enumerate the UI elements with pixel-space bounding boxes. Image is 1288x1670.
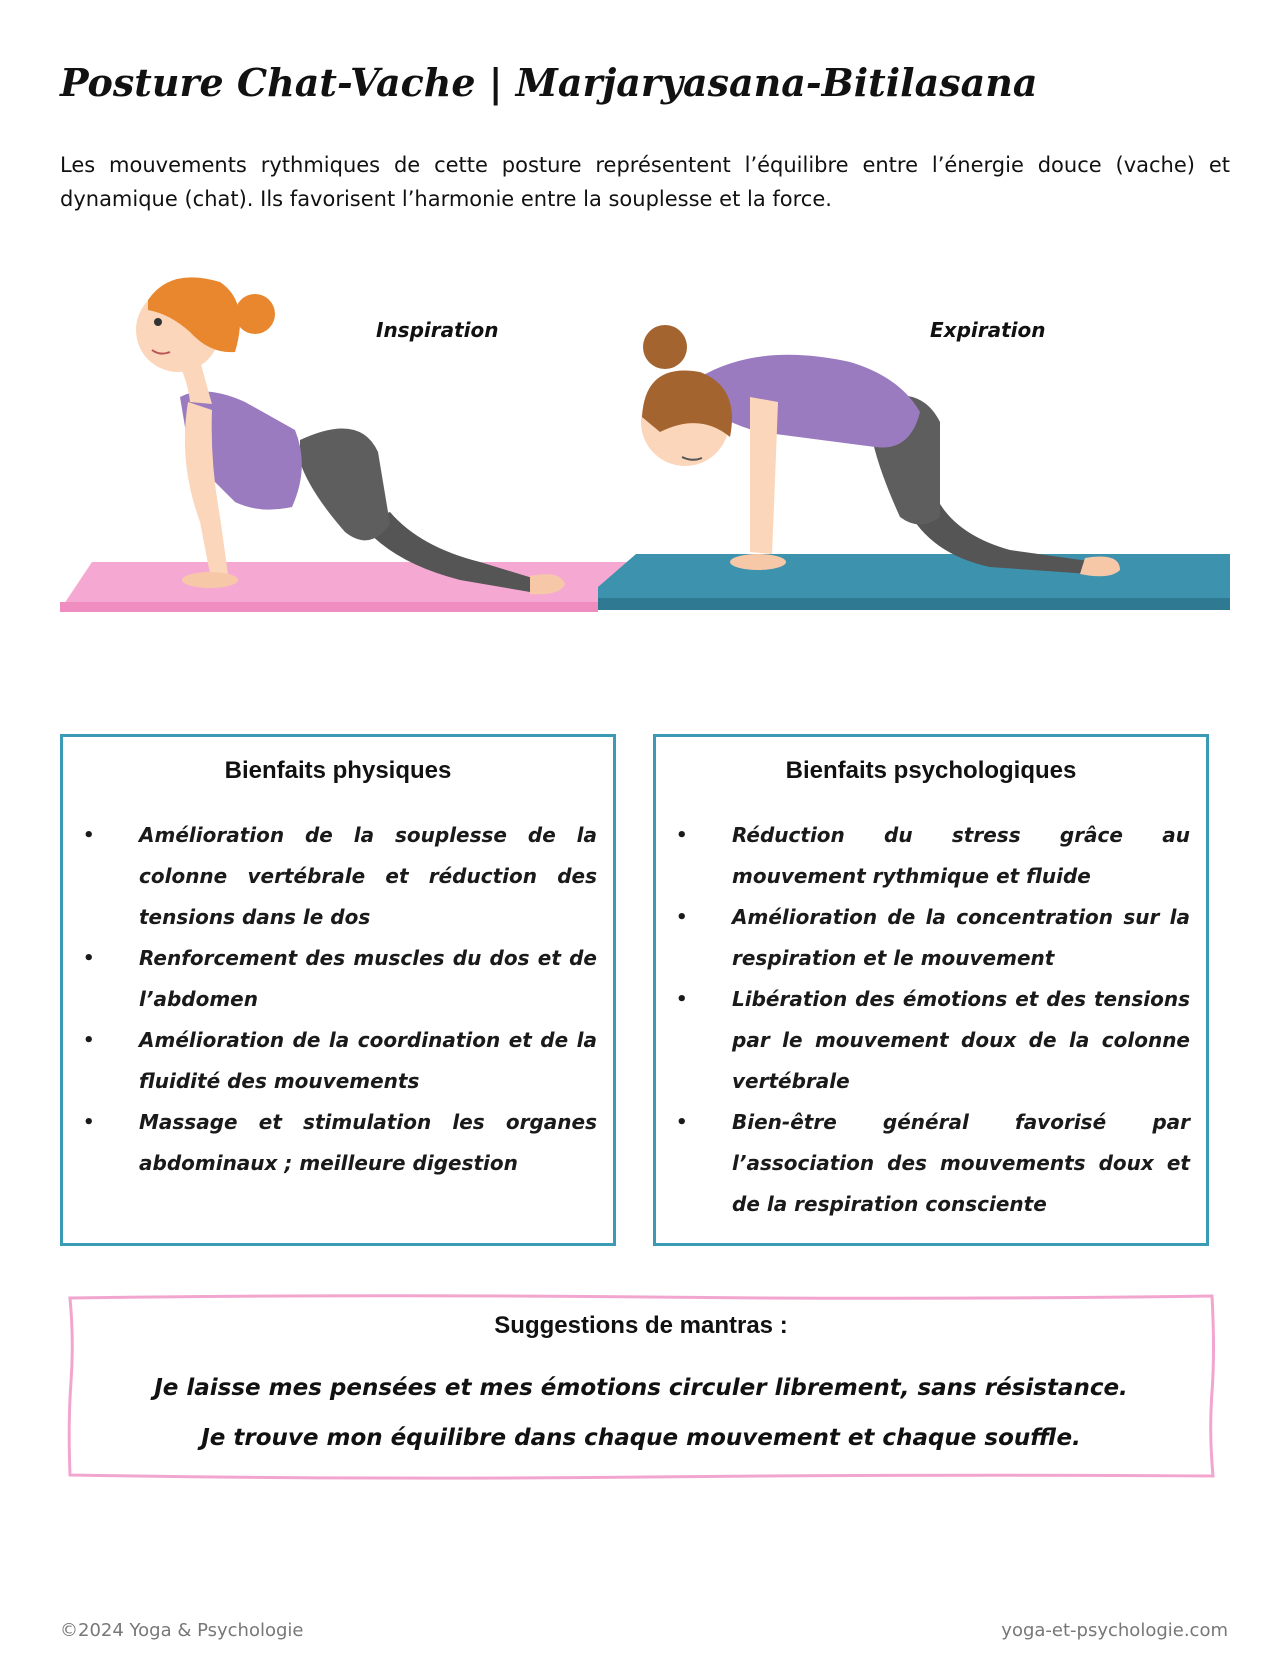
mantra-line-2: Je trouve mon équilibre dans chaque mouvement et chaque souffle. — [201, 1425, 1081, 1451]
mantras-title: Suggestions de mantras : — [494, 1312, 788, 1339]
pink-mat-edge — [60, 602, 598, 612]
mantra-line-1: Je laisse mes pensées et mes émotions circuler librement, sans résistance. — [154, 1375, 1128, 1401]
bullet-icon: • — [676, 907, 688, 928]
footer-copyright: ©2024 Yoga & Psychologie — [60, 1620, 304, 1641]
list-item — [83, 815, 597, 938]
list-item-text: Libération des émotions et des tensions par le mouvement doux de la colonne vertébrale — [732, 987, 1190, 1093]
bullet-icon: • — [83, 1030, 95, 1051]
list-item — [83, 1102, 597, 1184]
psychological-benefits-list — [656, 815, 1206, 1225]
list-item — [676, 979, 1190, 1102]
bullet-icon: • — [83, 825, 95, 846]
list-item-text: Massage et stimulation les organes abdominaux ; meilleure digestion — [139, 1110, 597, 1175]
page-title: Posture Chat-Vache | Marjaryasana-Bitilasana — [60, 60, 1038, 105]
list-item-text: Renforcement des muscles du dos et de l’abdomen — [139, 946, 597, 1011]
cow-pose-figure — [136, 277, 565, 594]
list-item — [83, 1020, 597, 1102]
pose-illustration-svg — [60, 262, 1230, 652]
list-item — [676, 815, 1190, 897]
list-item — [676, 1102, 1190, 1225]
pose-illustration — [60, 262, 1230, 652]
bullet-icon: • — [676, 989, 688, 1010]
blue-mat — [598, 554, 1230, 602]
mantras-box — [66, 1292, 1216, 1480]
bullet-icon: • — [83, 1112, 95, 1133]
physical-benefits-box — [60, 734, 616, 1246]
list-item — [676, 897, 1190, 979]
bullet-icon: • — [676, 825, 688, 846]
physical-benefits-list — [63, 815, 613, 1184]
bullet-icon: • — [83, 948, 95, 969]
list-item-text: Réduction du stress grâce au mouvement rythmique et fluide — [732, 823, 1190, 888]
list-item-text: Amélioration de la souplesse de la colonne vertébrale et réduction des tensions dans le dos — [139, 823, 597, 929]
physical-benefits-title: Bienfaits physiques — [224, 757, 452, 784]
blue-mat-edge — [598, 598, 1230, 610]
bullet-icon: • — [676, 1112, 688, 1133]
expiration-label: Expiration — [930, 318, 1046, 342]
inspiration-label: Inspiration — [376, 318, 499, 342]
list-item-text: Amélioration de la coordination et de la fluidité des mouvements — [139, 1028, 597, 1093]
psychological-benefits-title: Bienfaits psychologiques — [785, 757, 1077, 784]
psychological-benefits-box — [653, 734, 1209, 1246]
list-item — [83, 938, 597, 1020]
list-item-text: Bien-être général favorisé par l’association des mouvements doux et de la respiration consciente — [732, 1110, 1190, 1216]
intro-paragraph: Les mouvements rythmiques de cette posture représentent l’équilibre entre l’énergie douce (vache) et dynamique (chat). Ils favorisent l’harmonie entre la souplesse et la force. — [60, 153, 1230, 211]
footer-website-link[interactable]: yoga-et-psychologie.com — [1001, 1620, 1228, 1641]
list-item-text: Amélioration de la concentration sur la respiration et le mouvement — [732, 905, 1190, 970]
cat-pose-figure — [641, 325, 1120, 576]
